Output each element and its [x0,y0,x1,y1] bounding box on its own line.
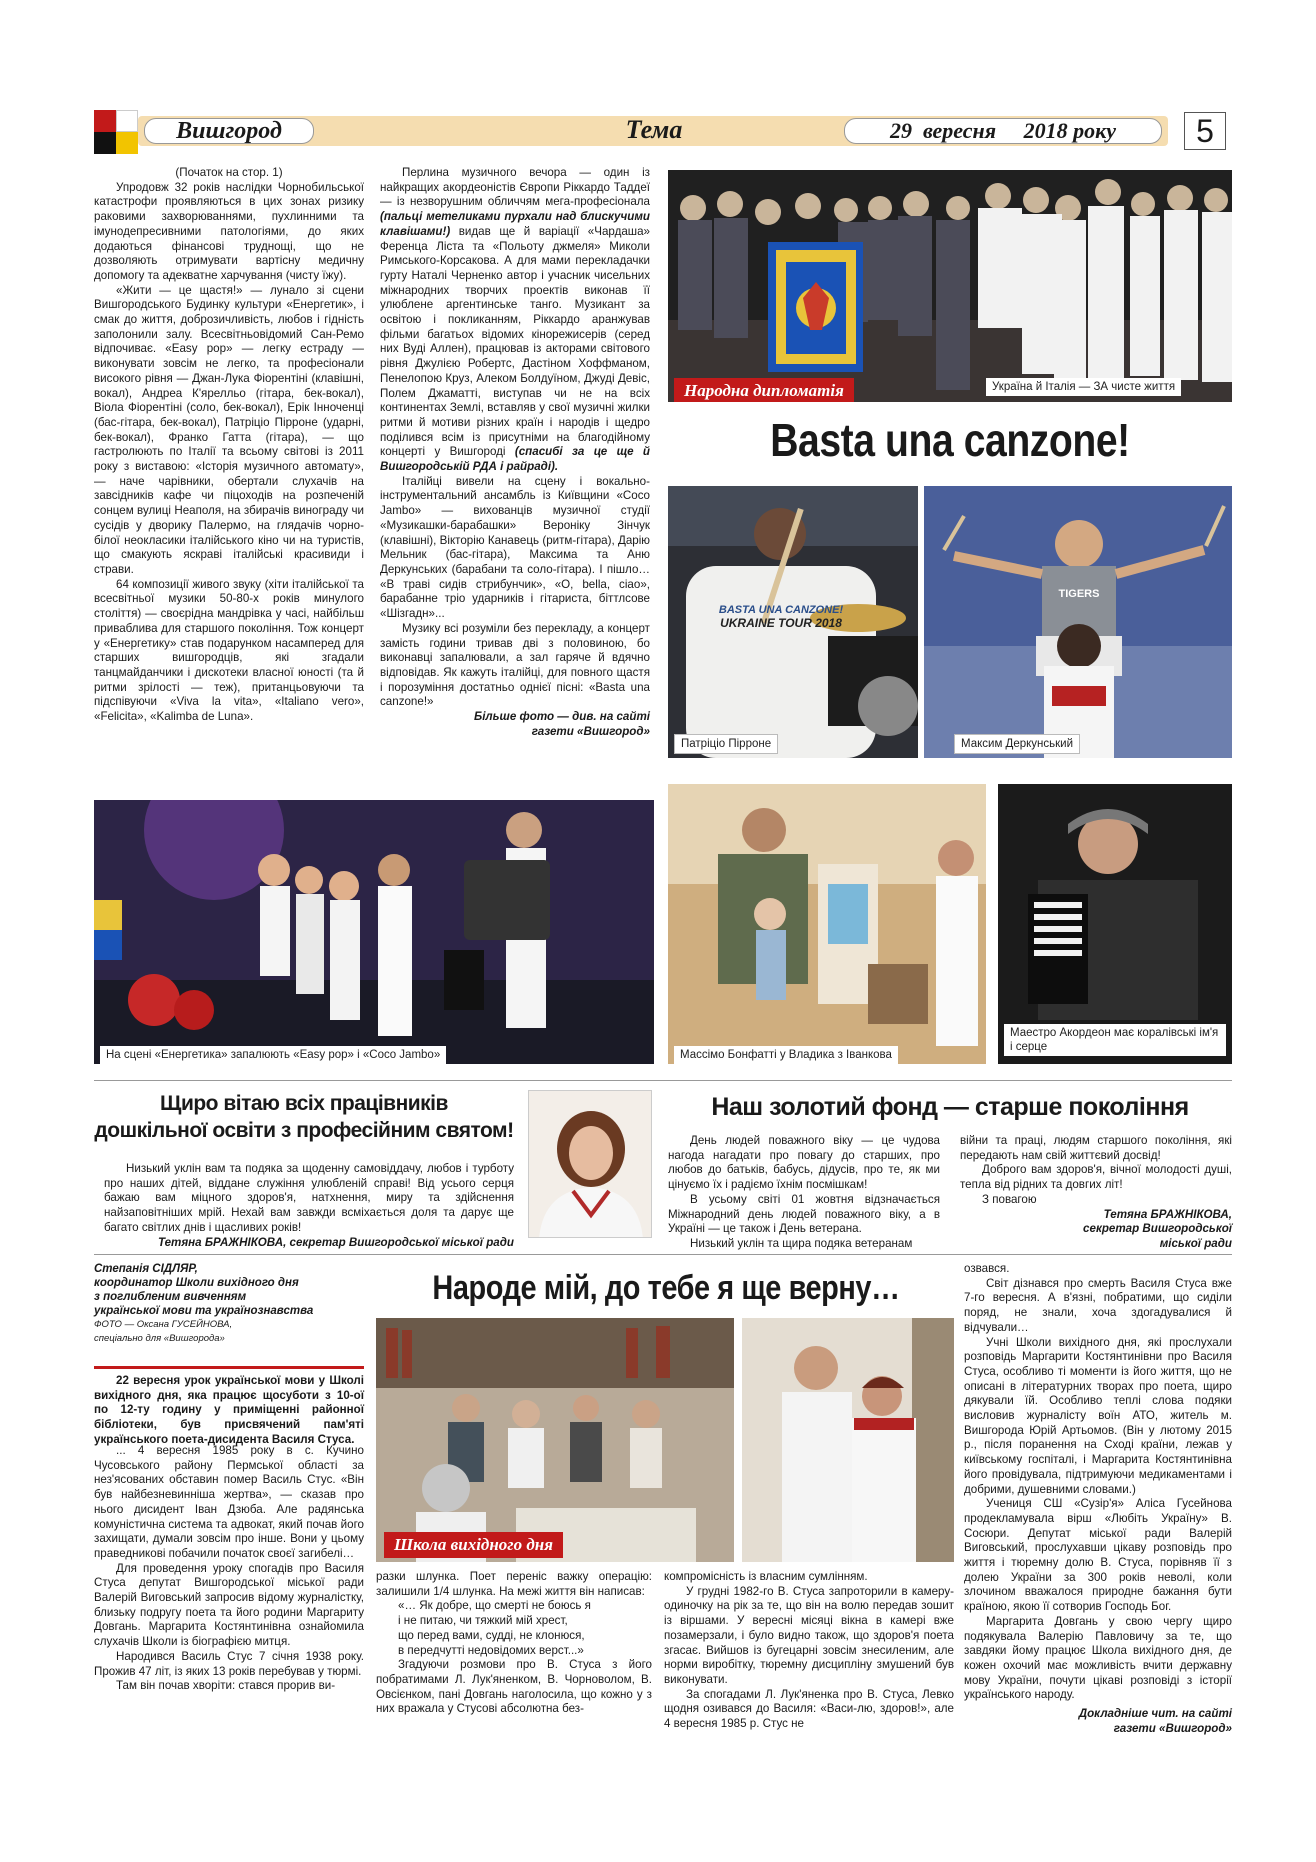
more-on-site-note: Докладніше чит. на сайті [1078,1707,1232,1721]
main-headline: Basta una canzone! [770,414,1130,466]
poem-line: що перед вами, судді, не клонюся, [398,1628,585,1642]
issue-date: 29 вересня 2018 року [889,118,1117,143]
stage-photo-illustration [94,800,654,1064]
main-article-col2 [380,166,650,739]
shirt-text: BASTA UNA CANZONE! UKRAINE TOUR 2018 [718,604,844,630]
photo-boy-drumsticks [924,486,1232,758]
more-photos-note: Більше фото — див. на сайті [474,710,650,724]
classroom-photo-illustration [376,1318,734,1562]
photo-classroom [376,1318,734,1562]
tag-shkola-vykhidnoho-dnia: Школа вихідного дня [384,1532,563,1558]
stus-col3: компромісність із власним сумлінням. У грудні 1982-го В. Стуса запроторили в камеру-одиночку на рік за те, що він на волю передав зошит із віршами. У вересні місяці вікна в камері вже позамерзали, і було видно також, що здоров'я поета згасає. Вийшов із бугецарні зовсім знесиленим, але норми виробітку, тюремну дисципліну змушений був виконувати. За спогадами Л. Лук'яненка про В. Стуса, Левко щодня озивався до Василя: «Васи-лю, здоров!», але 4 вересня 1985 р. Стус не [664,1570,954,1731]
photo-group-flag [668,170,1232,402]
golden-fund-title: Наш золотий фонд — старше покоління [711,1093,1189,1121]
shirt-text: TIGERS [1058,588,1100,600]
stus-byline: Степанія СІДЛЯР, координатор Школи вихідного дня з поглибленим вивченням української мови та українознавства ФОТО — Оксана ГУСЕЙНОВА, спеціально для «Вишгорода» [94,1263,314,1344]
photo-drummer [668,486,918,758]
poem-line: в передчутті недовідомих верст...» [398,1643,584,1657]
photo-stage-concert [94,800,654,1064]
poem-line: і не питаю, чи тяжкий мій хрест, [398,1614,568,1628]
masthead [94,110,1234,154]
accordion-photo-illustration [998,784,1232,1064]
golden-fund-col1: День людей поважного віку — це чудова нагода нагадати про повагу до старших, про любов до батьків, бабусь, дідусів, про те, як ми цінуємо їх і радіємо їхнім посмішкам! В усьому світі 01 жовтня відзначається Міжнародний день людей поважного віку, а в Україні — це також і День ветерана. Низький уклін та щира подяка ветеранам [668,1134,940,1250]
poem-line: «… Як добре, що смерті не боюсь я [398,1599,591,1613]
photo-man-with-child [668,784,986,1064]
stus-lead: 22 вересня урок української мови у Школі вихідного дня, яка працює щосуботи з 10-ої по 12-ту годину у приміщенні районної бібліотеки, був присвячений пам'яті українського поета-дисидента Василя Стуса. [94,1374,364,1446]
golden-fund-col2: війни та праці, людям старшого покоління, які передають нам свій життєвий досвід! Доброго вам здоров'я, вічної молодості душі, тепла від рідних та довгих літ! З повагою Тетяна БРАЖНІКОВА, секретар Вишгородської міської ради [960,1134,1232,1250]
more-photos-note-2: газети «Вишгород» [531,724,650,738]
greeting-signature: Тетяна БРАЖНІКОВА, секретар Вишгородської міської ради [157,1235,514,1249]
photo-vyhovskyi-dovhan [742,1318,954,1562]
section-divider [94,1254,1232,1255]
paragraph: Італійці вивели на сцену і вокально-інструментальний ансамбль із Київщини «Coco Jambo» — вихованців музичної студії «Музикашки-барабашки» Вероніку Зінчук (клавішні), Вікторію Канавець (ритм-гітара), Дарію Мельник (бас-гітара), Максима та Аню Деркунських (барабани та соло-гітара). І пішло… «В траві сидів стрибунчик», «O, bella, ciao», барабанне тріо ударників і гітариста, біттлсове «Шізгадн»... [380,474,650,621]
photo-caption: Україна й Італія — ЗА чисте життя [986,378,1181,396]
group-photo-illustration [668,170,1232,402]
stus-col1: ... 4 вересня 1985 року в с. Кучино Чусовського району Пермської області за нез'ясованих обставин помер Василь Стус. «Він був найбезневиннішa жертва», — сказав про нього дисидент Іван Дзюба. Але радянська комуністична система та адвокат, який почав його захищати, думали зовсім про інше. Вони у цьому праведникові побачили початок своєї загибелі… Для проведення уроку спогадів про Василя Стуса депутат Вишгородської міської ради Валерій Виговський запросив відому журналістку, близьку подругу поета та його родини Маргариту Довгань. Маргарита Костянтинівна ознайомила слухачів Школи із біографією митця. Народився Василь Стус 7 січня 1938 року. Прожив 47 літ, із яких 13 років перебував у тюрмі. Там він почав хворіти: стався прорив ви- [94,1444,364,1693]
photo-caption: Массімо Бонфатті у Владика з Іванкова [674,1046,898,1064]
paragraph: Музику всі розуміли без перекладу, а концерт замість години тривав дві з половиною, бо виконавці запалювали, а зал гаряче й вдячно відповідав. Як кажуть італійці, для повного щастя і порозуміння достатньо однієї пісні: «Basta una canzone!» [380,621,650,709]
photo-caption: Максим Деркунський [954,734,1080,754]
photo-caption: Маестро Акордеон має коралівські ім'я і серце [1004,1024,1226,1056]
stus-col4: озвався. Світ дізнався про смерть Василя Стуса вже 7-го вересня. А в'язні, побратими, що сиділи поряд, не знали, хоча здогадувалися й відчували… Учні Школи вихідного дня, які прослухали розповідь Маргарити Костянтинівни про Василя Стуса, особливо ті моменти із його життя, що не описані в літературних творах про поета, щиро дякували їй. Особливо теплі слова подяки висловив журналісту воїн АТО, житель м. Вишгорода Юрій Артьомов. (Він у лютому 2015 р., після поранення на Сході країни, лежав у київському госпіталі, і Маргарита Костянтинівна його провідувала, підтримуючи медикаментами і добрими, душевними словами.) Учениця СШ «Сузір'я» Аліса Гусейнова продекламувала вірш «Любіть Україну» В. Сосюри. Депутат міської ради Валерій Виговський, прослухавши цікаву розповідь про життя і тюремну долю В. Стуса, порівняв її з долею України за 300 років неволі, коли злочином вважалося природне бажання бути країною, якою її сотворив Господь Бог. Маргарита Довгань у свою чергу щиро подякувала Валерію Павловичу за те, що завдяки йому працює Школа вихідного дня, де кожен охочий має можливість вчити державну мову України, почути цікаві розповіді з історії українського народу. Докладніше чит. на сайті газети «Вишгород» [964,1262,1232,1735]
paragraph: Перлина музичного вечора — один із найкращих акордеоністів Європи Ріккардо Таддеї — із незворушним обличчям мега-професіонала (пальці метеликами пурхали над блискучими клавішами!) видав ще й варіації «Чардаша» Ференца Ліста та «Польоту джмеля» Миколи Римського-Корсакова. А для мами перекладачки гурту Наталі Черненко автор і учасник чисельних міжнародних творчих проектів виконав її улюблене аргентинське танго. Музикант за освітою і покликанням, Ріккардо аранжував фільми багатьох відомих кінорежисерів (серед них Вуді Аллен), працював із акторами світового рівня Джулією Робертс, Дастіном Хоффманом, Пенелопою Круз, Алеком Болдуїном, Джуді Девіс, Полем Джаматті, виступав чи не на всіх континентах Землі, вставляв у свої музичні жилки ритми й мотиви різних країн і народів і щедро поділився всім із присутніми на благодійному концерті у Вишгороді (спасибі за це ще й Вишгородській РДА і райраді). [380,166,651,474]
paragraph: 64 композиції живого звуку (хіти італійської та всесвітньої музики 50-80-х років минулого століття) — своєрідна мандрівка у часі, найбільш приваблива для старшого покоління. Тож концерт у «Енергетику» став подарунком насамперед для старших вишгородців, які згадали танцмайданчики і дискотеки власної юності (та й ритми зрілості — теж), пританцьовуючи та підспівуючи «Viva la vita», «Italiano vero», «Felicita», «Kalimba de Luna». [94,577,364,724]
greeting-body: Низький уклін вам та подяка за щоденну самовіддачу, любов і турботу про наших дітей, віддане служіння улюбленій справі! Від усього серця бажаю вам міцного здоров'я, натхнення, миру та здійснення найзаповітніших мрій. Нехай вам завжди всміхається доля та дарує ще багато світлих днів і щасливих років! Тетяна БРАЖНІКОВА, секретар Вишгородської міської ради [104,1162,514,1249]
paper-name: Вишгород [176,118,282,144]
paragraph: «Жити — це щастя!» — лунало зі сцени Вишгородського Будинку культури «Енергетик», і смак до життя, доброзичливість, любов і гідність заполонили залу. Всесвітньовідомий Сан-Ремо відпочиває. «Easy pop» — легку естраду — виконувати зовсім не легко, та професіонали високого рівня — Джан-Лука Фіорентіні (клавішні, вокал), Андреа К'ярелльо (гітара, бек-вокал), Віола Фіорентіні (соло, бек-вокал), Ерік Інноченці (бас-гітара, бек-вокал), Патріціо Пірроне (ударні, бек-вокал), Франко Гатта (гітара), — що гастролюють по Італії та всьому світові із 2011 року з виставою: «Історія музичного автомату», — наче чарівники, обертали слухачів на завсідників кафе чи піцоходів на розпеченій сонцем вулиці Неаполя, на збирачів винограду чи сусідів у дворику Палермо, на глядачів чорно-білої неокласики італійського кіно чи на туристів, що смакують яскраві італійські красивиди і страви. [94,283,364,576]
stus-headline: Народе мій, до тебе я ще верну… [432,1269,900,1307]
paragraph: Упродовж 32 років наслідки Чорнобильської катастрофи проявляються в цих зонах ризику раковими захворюваннями, пухлинними та імунодепресивними патологіями, до яких додаються фінансові труднощі, що не дозволяють отримувати вартісну медичну допомогу та адекватне харчування (чисту їжу). [94,180,364,282]
boy-photo-illustration [924,486,1232,758]
red-rule [94,1366,364,1369]
portrait-illustration [529,1091,652,1238]
section-divider [94,1080,1232,1081]
photo-accordionist [998,784,1232,1064]
greeting-title: Щиро вітаю всіх працівників дошкільної освіти з професійним святом! [94,1092,514,1142]
logo-mark [94,110,138,154]
photo-caption: На сцені «Енергетика» запалюють «Easy pop» і «Coco Jambo» [100,1046,446,1064]
two-people-photo-illustration [742,1318,954,1562]
main-article-col1 [94,166,364,725]
family-photo-illustration [668,784,986,1064]
section-title: Тема [625,115,683,144]
photo-portrait-brazhnikova [528,1090,652,1238]
continued-note: (Початок на стор. 1) [175,166,283,179]
page-number: 5 [1184,112,1226,150]
stus-col2: разки шлунка. Поет переніс важку операцію: залишили 1/4 шлунка. На межі життя він написав: «… Як добре, що смерті не боюсь я і не питаю, чи тяжкий мій хрест, що перед вами, судді, не клонюся, в передчутті недовідомих верст...» Згадуючи розмови про В. Стуса з його побратимами Л. Лук'яненком, В. Чорноволом, В. Овсієнком, пані Довгань наголосила, що кожно у з них вражала у Стусові абсолютна без- [376,1570,652,1716]
golden-fund-signature: Тетяна БРАЖНІКОВА, [1103,1207,1232,1221]
tag-narodna-dyplomatiia: Народна дипломатія [674,378,854,402]
photo-caption: Патріціо Пірроне [674,734,778,754]
